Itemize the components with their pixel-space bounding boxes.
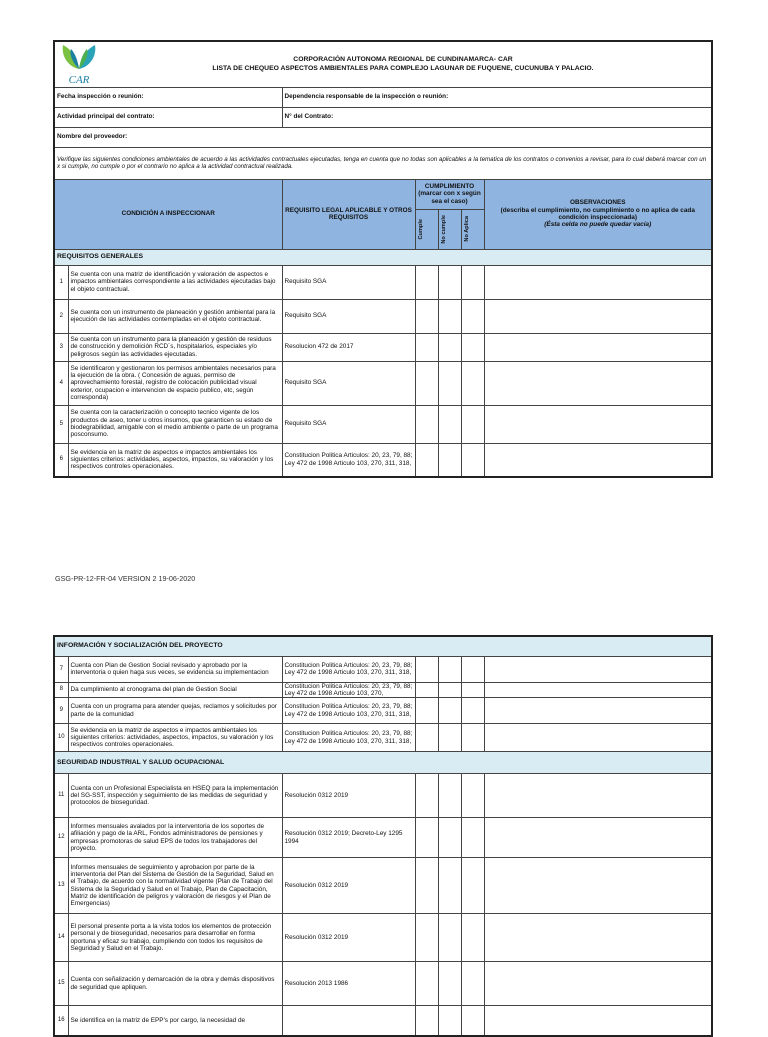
condition-text: Da cumplimiento al cronograma del plan de Gestion Social <box>68 682 282 698</box>
requirement-text: Resolución 2013 1986 <box>282 962 415 1006</box>
condition-text: Se cuenta con un instrumento para la planeación y gestión de residuos de construcción y demolición RCD´s, hospitalarios, especiales y/o peligrosos según las actividades ejecutadas. <box>68 333 282 361</box>
observaciones-input[interactable] <box>484 333 712 361</box>
condition-text: Cuenta con señalización y demarcación de la obra y demás dispositivos de seguridad que apliquen. <box>68 962 282 1006</box>
no-aplica-checkbox[interactable] <box>461 962 484 1006</box>
no-aplica-checkbox[interactable] <box>461 698 484 724</box>
table-row <box>54 265 712 299</box>
col-header-no-cumple: No cumple <box>438 209 461 249</box>
requirement-text: Constitucion Politica Articulos: 20, 23, 79, 88; Ley 472 de 1998 Articulo 103, 270, 311, 318, <box>282 698 415 724</box>
table-row <box>54 682 712 698</box>
row-number: 16 <box>54 1006 68 1036</box>
col-header-requisito: REQUISITO LEGAL APLICABLE Y OTROS REQUISITOS <box>282 179 415 249</box>
observaciones-input[interactable] <box>484 443 712 477</box>
no-cumple-checkbox[interactable] <box>438 1006 461 1036</box>
table-row <box>54 858 712 914</box>
no-aplica-checkbox[interactable] <box>461 818 484 858</box>
cumple-checkbox[interactable] <box>415 962 438 1006</box>
observaciones-input[interactable] <box>484 656 712 682</box>
no-aplica-checkbox[interactable] <box>461 858 484 914</box>
checklist-table-page2 <box>53 635 713 1037</box>
table-row <box>54 333 712 361</box>
observaciones-input[interactable] <box>484 299 712 333</box>
row-number: 2 <box>54 299 68 333</box>
requirement-text: Resolución 0312 2019 <box>282 858 415 914</box>
condition-text: Se identificaron y gestionaron los permisos ambientales necesarios para la ejecución de la obra. ( Concesión de aguas, permiso de aprovechamiento forestal, registro de colocación publicidad visual exterior, ocupacion e intervencion de espacio publico, etc, según corresponda) <box>68 361 282 405</box>
cumple-checkbox[interactable] <box>415 361 438 405</box>
cumple-checkbox[interactable] <box>415 265 438 299</box>
no-cumple-checkbox[interactable] <box>438 333 461 361</box>
cumple-checkbox[interactable] <box>415 443 438 477</box>
no-aplica-checkbox[interactable] <box>461 333 484 361</box>
no-cumple-checkbox[interactable] <box>438 914 461 962</box>
no-cumple-checkbox[interactable] <box>438 443 461 477</box>
no-aplica-checkbox[interactable] <box>461 1006 484 1036</box>
cumple-checkbox[interactable] <box>415 682 438 698</box>
dependencia-field[interactable]: Dependencia responsable de la inspección o reunión: <box>282 87 712 107</box>
requirement-text: Requisito SGA <box>282 265 415 299</box>
observaciones-input[interactable] <box>484 818 712 858</box>
contrato-numero-field[interactable]: N° del Contrato: <box>282 107 712 127</box>
document-title-block <box>97 55 709 73</box>
table-row <box>54 361 712 405</box>
observaciones-input[interactable] <box>484 405 712 443</box>
observaciones-input[interactable] <box>484 914 712 962</box>
cumple-checkbox[interactable] <box>415 914 438 962</box>
proveedor-field[interactable]: Nombre del proveedor: <box>54 127 712 147</box>
car-logo-icon <box>57 43 101 87</box>
section-title: REQUISITOS GENERALES <box>54 249 712 265</box>
no-cumple-checkbox[interactable] <box>438 724 461 752</box>
document-code: GSG-PR-12-FR-04 VERSION 2 19-06-2020 <box>55 574 196 583</box>
no-cumple-checkbox[interactable] <box>438 774 461 818</box>
condition-text: El personal presente porta a la vista todos los elementos de protección personal y de bioseguridad, necesarios para desarrollar en forma oportuna y eficaz su trabajo, cumpliendo con todos los requisitos de Seguridad y Salud en el Trabajo. <box>68 914 282 962</box>
observaciones-input[interactable] <box>484 724 712 752</box>
observaciones-input[interactable] <box>484 858 712 914</box>
no-cumple-checkbox[interactable] <box>438 682 461 698</box>
condition-text: Cuenta con un Profesional Especialista en HSEQ para la implementación del SG-SST, inspección y seguimiento de las medidas de seguridad y protocolos de bioseguridad. <box>68 774 282 818</box>
requirement-text: Constitucion Politica Articulos: 20, 23, 79, 88; Ley 472 de 1998 Articulo 103, 270, 311, 318, <box>282 443 415 477</box>
cumple-checkbox[interactable] <box>415 405 438 443</box>
no-aplica-checkbox[interactable] <box>461 724 484 752</box>
cumple-checkbox[interactable] <box>415 1006 438 1036</box>
no-cumple-checkbox[interactable] <box>438 265 461 299</box>
section-title: SEGURIDAD INDUSTRIAL Y SALUD OCUPACIONAL <box>54 752 712 774</box>
table-row <box>54 405 712 443</box>
requirement-text <box>282 1006 415 1036</box>
section-title: INFORMACIÓN Y SOCIALIZACIÓN DEL PROYECTO <box>54 636 712 656</box>
observaciones-title: OBSERVACIONES <box>569 199 626 207</box>
table-row <box>54 443 712 477</box>
row-number: 4 <box>54 361 68 405</box>
no-aplica-checkbox[interactable] <box>461 405 484 443</box>
actividad-field[interactable]: Actividad principal del contrato: <box>54 107 282 127</box>
col-header-no-aplica: No Aplica <box>461 209 484 249</box>
condition-text: Se cuenta con un instrumento de planeación y gestión ambiental para la ejecución de las actividades contempladas en el objeto contractual. <box>68 299 282 333</box>
cumple-checkbox[interactable] <box>415 774 438 818</box>
no-cumple-checkbox[interactable] <box>438 858 461 914</box>
row-number: 10 <box>54 724 68 752</box>
org-title: CORPORACIÓN AUTONOMA REGIONAL DE CUNDINAMARCA- CAR <box>293 56 513 64</box>
requirement-text: Resolucion 472 de 2017 <box>282 333 415 361</box>
observaciones-subtitle: (describa el cumplimiento, no cumplimiento o no aplica de cada condición inspeccionada) <box>500 206 695 221</box>
observaciones-note: (Ésta celda no puede quedar vacía) <box>544 221 652 229</box>
requirement-text: Requisito SGA <box>282 405 415 443</box>
observaciones-input[interactable] <box>484 962 712 1006</box>
cumple-checkbox[interactable] <box>415 333 438 361</box>
table-row <box>54 1006 712 1036</box>
cumplimiento-subtitle: (marcar con x según sea el caso) <box>418 190 481 205</box>
requirement-text: Resolución 0312 2019 <box>282 774 415 818</box>
requirement-text: Requisito SGA <box>282 361 415 405</box>
no-aplica-checkbox[interactable] <box>461 682 484 698</box>
condition-text: Informes mensuales avalados por la interventoria de los soportes de afiliación y pago de la ARL, Fondos administradores de pensiones y empresas promotoras de salud EPS de todos los trabajadores del proyecto. <box>68 818 282 858</box>
no-cumple-checkbox[interactable] <box>438 698 461 724</box>
no-cumple-checkbox[interactable] <box>438 656 461 682</box>
condition-text: Se evidencia en la matriz de aspectos e impactos ambientales los siguientes criterios: actividades, aspectos, impactos, su valoración y los respectivos controles operacionales. <box>68 443 282 477</box>
cumple-checkbox[interactable] <box>415 818 438 858</box>
instructions: Verifique las siguientes condiciones ambientales de acuerdo a las actividades contractuales ejecutadas, tenga en cuenta que no todas son aplicables a la tematica de los contratos o convenios a revisar, para lo cual deberá marcar con un x si cumple, no cumple o por el contrario no aplica a la actividad contractual realizada. <box>54 147 712 179</box>
document-header <box>54 41 712 87</box>
no-cumple-checkbox[interactable] <box>438 818 461 858</box>
row-number: 6 <box>54 443 68 477</box>
requirement-text: Resolución 0312 2019 <box>282 914 415 962</box>
observaciones-input[interactable] <box>484 774 712 818</box>
no-aplica-checkbox[interactable] <box>461 914 484 962</box>
col-header-cumplimiento <box>415 179 484 209</box>
table-row <box>54 914 712 962</box>
requirement-text: Constitucion Politica Articulos: 20, 23, 79, 88; Ley 472 de 1998 Articulo 103, 270, 311, 318, <box>282 656 415 682</box>
no-cumple-checkbox[interactable] <box>438 299 461 333</box>
cumple-checkbox[interactable] <box>415 698 438 724</box>
table-row <box>54 962 712 1006</box>
no-aplica-checkbox[interactable] <box>461 361 484 405</box>
row-number: 9 <box>54 698 68 724</box>
row-number: 13 <box>54 858 68 914</box>
row-number: 11 <box>54 774 68 818</box>
no-aplica-checkbox[interactable] <box>461 774 484 818</box>
observaciones-input[interactable] <box>484 698 712 724</box>
fecha-field[interactable]: Fecha inspección o reunión: <box>54 87 282 107</box>
doc-title: LISTA DE CHEQUEO ASPECTOS AMBIENTALES PARA COMPLEJO LAGUNAR DE FUQUENE, CUCUNUBA Y PALACIO. <box>212 65 594 73</box>
no-aplica-checkbox[interactable] <box>461 443 484 477</box>
requirement-text: Constitucion Politica Articulos: 20, 23, 79, 88; Ley 472 de 1998 Articulo 103, 270, <box>282 682 415 698</box>
row-number: 1 <box>54 265 68 299</box>
condition-text: Se cuenta con una matriz de identificación y valoración de aspectos e impactos ambientales correspondiente a las actividades ejecutadas bajo el objeto contractual. <box>68 265 282 299</box>
cumple-checkbox[interactable] <box>415 858 438 914</box>
no-cumple-checkbox[interactable] <box>438 361 461 405</box>
row-number: 8 <box>54 682 68 698</box>
row-number: 5 <box>54 405 68 443</box>
condition-text: Cuenta con un programa para atender quejas, reclamos y solicitudes por parte de la comunidad <box>68 698 282 724</box>
condition-text: Informes mensuales de seguimiento y aprobacion por parte de la interventoria del Plan del Sistema de Gestión de la Seguridad, Salud en el Trabajo, de acuerdo con la normatividad vigente (Plan de Trabajo del Sistema de la Seguridad y Salud en el Trabajo, Plan de Capacitación, Matriz de identificación de peligros y valoración de riesgos y el Plan de Emergencias) <box>68 858 282 914</box>
table-row <box>54 656 712 682</box>
observaciones-input[interactable] <box>484 682 712 698</box>
checklist-table-page1 <box>53 40 713 478</box>
observaciones-input[interactable] <box>484 265 712 299</box>
col-header-observaciones <box>484 179 712 249</box>
no-aplica-checkbox[interactable] <box>461 299 484 333</box>
condition-text: Se identifica en la matriz de EPP's por cargo, la necesidad de <box>68 1006 282 1036</box>
row-number: 3 <box>54 333 68 361</box>
condition-text: Se evidencia en la matriz de aspectos e impactos ambientales los siguientes criterios: actividades, aspectos, impactos, su valoración y los respectivos controles operacionales. <box>68 724 282 752</box>
svg-text:CAR: CAR <box>68 74 90 86</box>
no-aplica-checkbox[interactable] <box>461 265 484 299</box>
no-cumple-checkbox[interactable] <box>438 962 461 1006</box>
no-cumple-checkbox[interactable] <box>438 405 461 443</box>
row-number: 14 <box>54 914 68 962</box>
table-row <box>54 724 712 752</box>
observaciones-input[interactable] <box>484 361 712 405</box>
table-row <box>54 818 712 858</box>
condition-text: Cuenta con Plan de Gestion Social revisado y aprobado por la interventoria o quien haga sus veces, se evidencia su implementacion <box>68 656 282 682</box>
requirement-text: Resolución 0312 2019; Decreto-Ley 1295 1994 <box>282 818 415 858</box>
cumple-checkbox[interactable] <box>415 299 438 333</box>
no-aplica-checkbox[interactable] <box>461 656 484 682</box>
condition-text: Se cuenta con la caracterización o concepto tecnico vigente de los productos de aseo, toner u otros insumos, que garanticen su estado de biodegrabilidad, amigable con el medio ambiente o parte de un programa posconsumo. <box>68 405 282 443</box>
table-row <box>54 774 712 818</box>
row-number: 15 <box>54 962 68 1006</box>
observaciones-input[interactable] <box>484 1006 712 1036</box>
requirement-text: Constitucion Politica Articulos: 20, 23, 79, 88; Ley 472 de 1998 Articulo 103, 270, 311, 318, <box>282 724 415 752</box>
col-header-condicion: CONDICIÓN A INSPECCIONAR <box>54 179 282 249</box>
table-row <box>54 698 712 724</box>
cumplimiento-title: CUMPLIMIENTO <box>424 182 475 190</box>
col-header-cumple: Cumple <box>415 209 438 249</box>
row-number: 7 <box>54 656 68 682</box>
table-row <box>54 299 712 333</box>
cumple-checkbox[interactable] <box>415 724 438 752</box>
row-number: 12 <box>54 818 68 858</box>
requirement-text: Requisito SGA <box>282 299 415 333</box>
cumple-checkbox[interactable] <box>415 656 438 682</box>
